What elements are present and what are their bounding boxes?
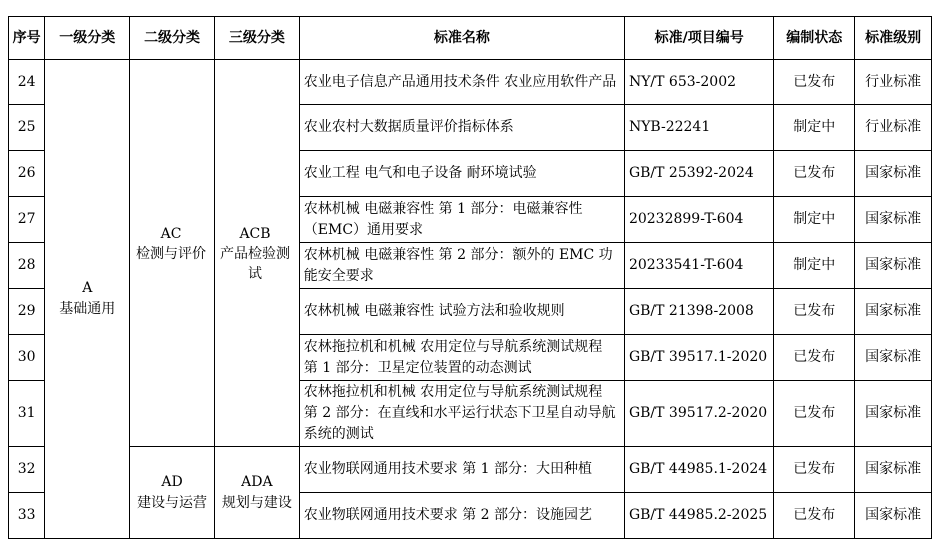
level: 国家标准 [855,493,932,539]
standard-code: GB/T 44985.2-2025 [624,493,773,539]
header-level: 标准级别 [855,17,932,60]
standard-code: 20233541-T-604 [624,243,773,289]
header-status: 编制状态 [774,17,855,60]
standard-code: GB/T 44985.1-2024 [624,447,773,493]
standard-code: GB/T 21398-2008 [624,289,773,335]
standard-name: 农业农村大数据质量评价指标体系 [299,105,624,151]
level: 行业标准 [855,60,932,105]
standard-name: 农林拖拉机和机械 农用定位与导航系统测试规程 第 1 部分：卫星定位装置的动态测试 [299,335,624,381]
level2-label-ac [129,224,213,264]
standard-name: 农林机械 电磁兼容性 第 1 部分：电磁兼容性（EMC）通用要求 [299,197,624,243]
level3-label-acb [213,224,297,284]
level1-cell [45,60,130,539]
row-number: 25 [9,105,45,151]
standard-name: 农业物联网通用技术要求 第 2 部分：设施园艺 [299,493,624,539]
level3-code: ACB [239,226,271,242]
standard-name: 农业电子信息产品通用技术条件 农业应用软件产品 [299,60,624,105]
level1-name: 基础通用 [59,301,116,317]
standard-name: 农林机械 电磁兼容性 第 2 部分：额外的 EMC 功能安全要求 [299,243,624,289]
standard-name: 农业物联网通用技术要求 第 1 部分：大田种植 [299,447,624,493]
standard-code: GB/T 39517.2-2020 [624,381,773,447]
row-number: 31 [9,381,45,447]
header-standard-name: 标准名称 [299,17,624,60]
header-level2: 二级分类 [130,17,215,60]
level2-name: 建设与运营 [137,494,208,511]
table-row [9,60,932,105]
level: 国家标准 [855,447,932,493]
level: 国家标准 [855,243,932,289]
header-level1: 一级分类 [45,17,130,60]
row-number: 26 [9,151,45,197]
level2-name: 检测与评价 [136,246,206,262]
status: 制定中 [774,243,855,289]
status: 已发布 [774,60,855,105]
status: 制定中 [774,105,855,151]
table-row [9,447,932,493]
level: 国家标准 [855,289,932,335]
level2-code: AD [161,473,183,490]
status: 已发布 [774,335,855,381]
header-no: 序号 [9,17,45,60]
row-number: 27 [9,197,45,243]
level3-cell-ada [214,447,299,539]
header-level3: 三级分类 [214,17,299,60]
level: 国家标准 [855,151,932,197]
level3-name: 规划与建设 [221,494,292,511]
standard-code: NYB-22241 [624,105,773,151]
header-standard-code: 标准/项目编号 [624,17,773,60]
level: 国家标准 [855,381,932,447]
level2-code: AC [160,226,182,242]
level3-code: ADA [241,473,273,490]
standard-name: 农林机械 电磁兼容性 试验方法和验收规则 [299,289,624,335]
standards-table [8,16,932,539]
level3-name: 产品检验测试 [220,246,290,282]
row-number: 29 [9,289,45,335]
standard-name: 农林拖拉机和机械 农用定位与导航系统测试规程 第 2 部分：在直线和水平运行状态下卫星自动导航系统的测试 [299,381,624,447]
level: 国家标准 [855,335,932,381]
row-number: 32 [9,447,45,493]
level1-code: A [82,280,93,296]
status: 已发布 [774,289,855,335]
standard-code: NY/T 653-2002 [624,60,773,105]
standard-code: 20232899-T-604 [624,197,773,243]
row-number: 24 [9,60,45,105]
level: 国家标准 [855,197,932,243]
status: 已发布 [774,151,855,197]
status: 已发布 [774,493,855,539]
level2-cell-ad [130,447,215,539]
level: 行业标准 [855,105,932,151]
standard-name: 农业工程 电气和电子设备 耐环境试验 [299,151,624,197]
status: 已发布 [774,381,855,447]
header-row [9,17,932,60]
row-number: 30 [9,335,45,381]
row-number: 33 [9,493,45,539]
status: 已发布 [774,447,855,493]
standard-code: GB/T 39517.1-2020 [624,335,773,381]
standard-code: GB/T 25392-2024 [624,151,773,197]
status: 制定中 [774,197,855,243]
row-number: 28 [9,243,45,289]
